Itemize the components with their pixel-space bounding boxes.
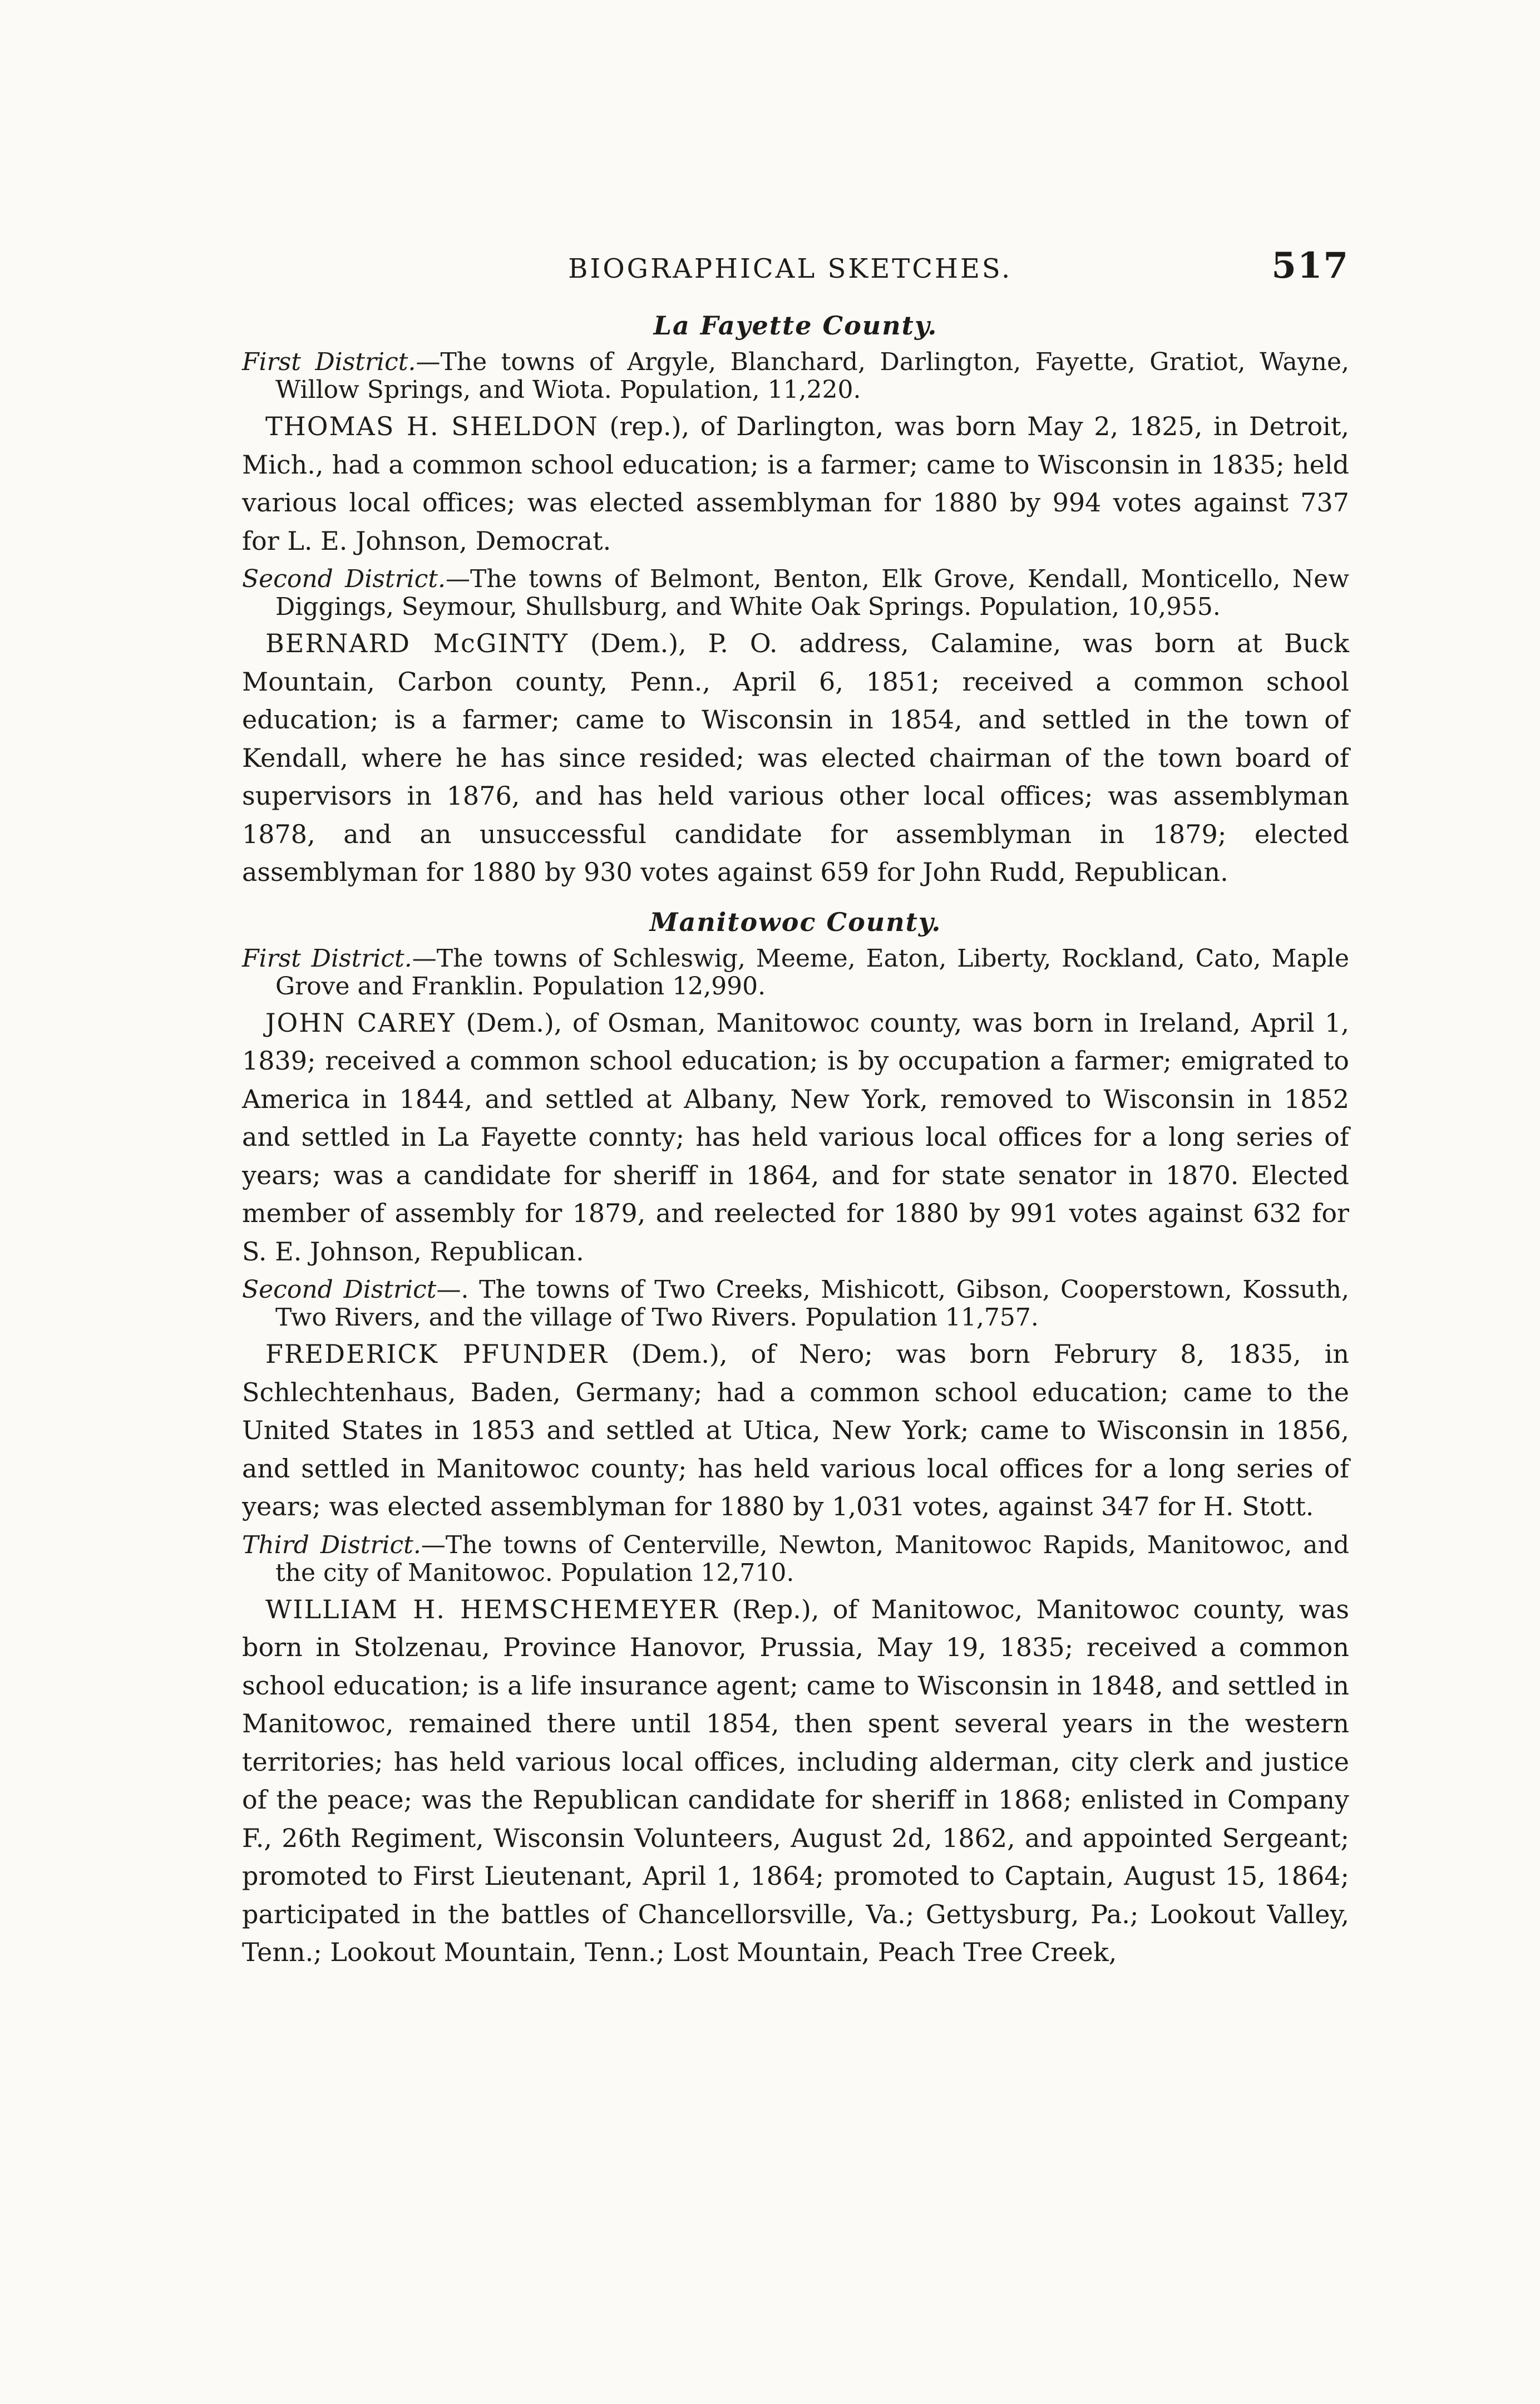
district-text: —The towns of Schleswig, Meeme, Eaton, Liberty, Rockland, Cato, Maple Grove and Franklin. Population 12,990. xyxy=(275,944,1349,1001)
person-name: WILLIAM H. HEMSCHEMEYER xyxy=(265,1594,719,1624)
person-name: BERNARD McGINTY xyxy=(265,628,569,658)
district-description xyxy=(242,1276,1349,1332)
page-header xyxy=(242,245,1349,295)
biography xyxy=(242,624,1349,891)
county-heading: Manitowoc County. xyxy=(649,907,942,937)
person-name: JOHN CAREY xyxy=(265,1007,456,1038)
biography xyxy=(242,1335,1349,1526)
district-description xyxy=(242,348,1349,404)
district-text: —The towns of Argyle, Blanchard, Darlington, Fayette, Gratiot, Wayne, Willow Springs, and Wiota. Population, 11,220. xyxy=(275,348,1349,404)
biography-text: (Dem.), of Osman, Manitowoc county, was born in Ireland, April 1, 1839; received a common school education; is by occupation a farmer; emigrated to America in 1844, and settled at Albany, New York, removed to Wisconsin in 1852 and settled in La Fayette connty; has held various local offices for a long series of years; was a candidate for sheriff in 1864, and for state senator in 1870. Elected member of assembly for 1879, and reelected for 1880 by 991 votes against 632 for S. E. Johnson, Republican. xyxy=(242,1007,1350,1267)
district-label: Second District xyxy=(242,1275,437,1304)
district-text: —The towns of Belmont, Benton, Elk Grove, Kendall, Monticello, New Diggings, Seymour, Shullsburg, and White Oak Springs. Population, 10,955. xyxy=(275,565,1349,621)
county-heading: La Fayette County. xyxy=(653,311,938,341)
district-text: —The towns of Centerville, Newton, Manitowoc Rapids, Manitowoc, and the city of Manitowoc. Population 12,710. xyxy=(275,1530,1349,1587)
biography xyxy=(242,407,1349,560)
district-description xyxy=(242,1531,1349,1587)
page xyxy=(242,245,1349,1972)
district-label: Second District. xyxy=(242,565,446,593)
district-description xyxy=(242,945,1349,1001)
district-label: First District. xyxy=(242,944,412,973)
biography-text: (Dem.), of Nero; was born Februry 8, 1835, in Schlechtenhaus, Baden, Germany; had a common school education; came to the United States in 1853 and settled at Utica, New York; came to Wisconsin in 1856, and settled in Manitowoc county; has held various local offices for a long series of years; was elected assemblyman for 1880 by 1,031 votes, against 347 for H. Stott. xyxy=(242,1339,1350,1521)
biography xyxy=(242,1590,1349,1972)
person-name: THOMAS H. SHELDON xyxy=(265,411,599,441)
biography-text: (rep.), of Darlington, was born May 2, 1825, in Detroit, Mich., had a common school education; is a farmer; came to Wisconsin in 1835; held various local offices; was elected assemblyman for 1880 by 994 votes against 737 for L. E. Johnson, Democrat. xyxy=(242,411,1349,556)
person-name: FREDERICK PFUNDER xyxy=(265,1339,608,1369)
district-label: Third District. xyxy=(242,1530,421,1559)
biography-text: (Dem.), P. O. address, Calamine, was born at Buck Mountain, Carbon county, Penn., April 6, 1851; received a common school education; is a farmer; came to Wisconsin in 1854, and settled in the town of Kendall, where he has since resided; was elected chairman of the town board of supervisors in 1876, and has held various other local offices; was assemblyman 1878, and an unsuccessful candidate for assemblyman in 1879; elected assemblyman for 1880 by 930 votes against 659 for John Rudd, Republican. xyxy=(242,628,1349,887)
district-text: —. The towns of Two Creeks, Mishicott, Gibson, Cooperstown, Kossuth, Two Rivers, and the village of Two Rivers. Population 11,757. xyxy=(275,1275,1349,1332)
running-head: BIOGRAPHICAL SKETCHES. xyxy=(568,253,1013,284)
page-number: 517 xyxy=(1271,245,1349,287)
district-label: First District. xyxy=(242,348,416,376)
biography xyxy=(242,1004,1349,1271)
biography-text: (Rep.), of Manitowoc, Manitowoc county, was born in Stolzenau, Province Hanovor, Prussia, May 19, 1835; received a common school education; is a life insurance agent; came to Wisconsin in 1848, and settled in Manitowoc, remained there until 1854, then spent several years in the western territories; has held various local offices, including alderman, city clerk and justice of the peace; was the Republican candidate for sheriff in 1868; enlisted in Company F., 26th Regiment, Wisconsin Volunteers, August 2d, 1862, and appointed Sergeant; promoted to First Lieutenant, April 1, 1864; promoted to Captain, August 15, 1864; participated in the battles of Chancellorsville, Va.; Gettysburg, Pa.; Lookout Valley, Tenn.; Lookout Mountain, Tenn.; Lost Mountain, Peach Tree Creek, xyxy=(242,1594,1349,1967)
district-description xyxy=(242,565,1349,621)
